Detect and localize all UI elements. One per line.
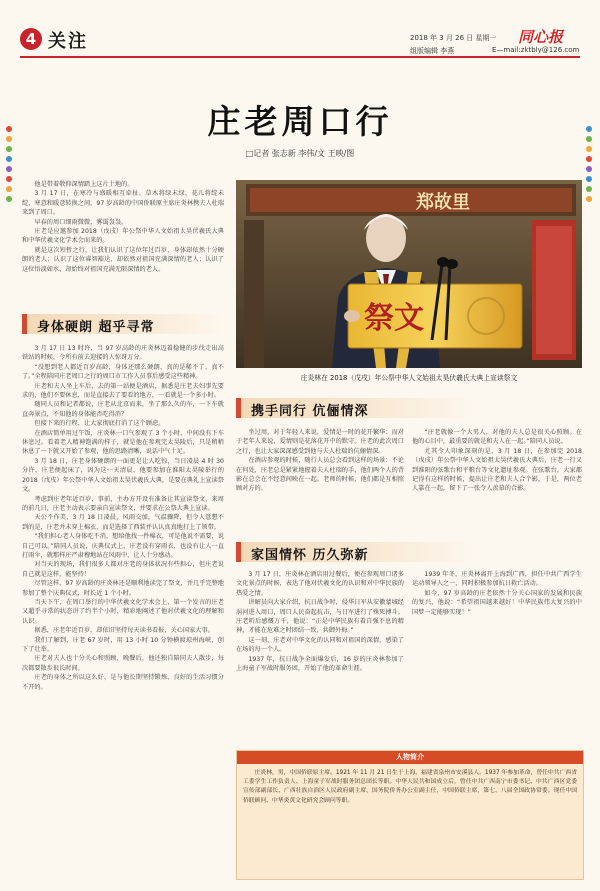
body-paragraph: 庄老的身体之所以这么好，是与他长期坚持锻炼、良好的生活习惯分不开的。 — [22, 674, 224, 691]
section-number-badge: 4 — [20, 28, 42, 50]
body-paragraph: 当天下午，在周口举行的中华伏羲文化学术会上，第一个发言的庄老又超乎寻常的状态讲了约半个小时，精彩地阐述了他对伏羲文化的理解和认识。 — [22, 598, 224, 625]
photo-scroll-text: 祭文 — [364, 301, 424, 336]
photo-illustration — [236, 180, 582, 368]
section-title-1: 身体硬朗 超乎寻常 — [37, 320, 155, 335]
body-paragraph: 但接下来的行程，让大家彻底打消了这个顾虑。 — [34, 420, 165, 428]
body-paragraph: 我们了解到，庄老 67 岁时，用 13 小时 10 分钟横渡琼州海峡，创下了壮举。 — [22, 636, 224, 653]
body-paragraph: 考虑到庄老年近百岁，事前，主办方开设有准备让其宣读祭文，来周的前几日，庄老主动表示要亲自宣读祭文，并要求在公祭大典上宣读。 — [22, 495, 224, 512]
body-paragraph: 3 月 17 日，庄炎林在酒店用过餐后，便在参观周口诸多文化景点的时候，表达了他对伏羲文化的认识和对中华民族的热爱之情。 — [236, 571, 404, 597]
intro-paragraph: 3 月 17 日，在寒冷与盛暖相互牵扯、草木将绿未绿、花儿将绽未绽、寒意和暖意转换之间，97 岁高龄的中国侨联原主席庄炎林携夫人杜瑞来到了周口。 — [22, 190, 224, 217]
body-paragraph: 1937 年，抗日战争全面爆发后，16 岁的庄炎林参加了上海童子军战时服务团，开始了他的革命生涯。 — [236, 655, 404, 673]
section-banner-2 — [236, 398, 481, 418]
profile-box-title: 人物简介 — [237, 751, 583, 764]
intro-paragraph: 就是这次短暂之行，让我们认识了这位年过百岁、身体却依然十分硬朗的老人；认识了这位睿智豁达、却依然对祖国充满深情的老人；认识了这位悟淡如水、却始终对祖国充满无限深情的老人。 — [22, 246, 224, 273]
editor-email: E—mail:zktbly@126.com — [492, 46, 580, 54]
body-paragraph: 如今，97 岁高龄的庄老依然十分关心国家的发展和民族的复兴，他说：“希望祖国越来越好！中华民族伟大复兴的中国梦一定能够实现！” — [412, 589, 582, 616]
section1-text-column — [22, 344, 224, 876]
article-headline: 庄老周口行 — [207, 102, 393, 141]
body-paragraph: “庄老就像一个大男人，对他的夫人总是很关心照顾。在他的心目中，最重要的就是和夫人在一起。”陪同人员说。 — [412, 429, 582, 446]
issue-date: 2018 年 3 月 26 日 星期一 — [410, 34, 497, 42]
body-paragraph: 在酒店简单用过午饭，庄炎林一口气参观了 3 个小时，中间没有下车休息过。看着老人精神饱满的样子，就是他在参观完太昊陵后，只是稍稍休息了一下就又开始了参观，他的思路清晰，说话中气十足。 — [22, 429, 224, 456]
body-paragraph: 庄老对夫人也十分关心和照顾，晚餐后，他还独自陪同夫人散步，每次都要散步很长时间。 — [22, 655, 224, 672]
intro-paragraph: 早春的周口细雨微微，雾霭袅袅。 — [34, 218, 128, 226]
section-name: 关注 — [48, 31, 88, 52]
section-title-2: 携手同行 伉俪情深 — [251, 404, 369, 419]
newspaper-logo: 同心报 — [518, 28, 564, 46]
layout-editor: 组版编辑 李燕 — [410, 47, 455, 55]
intro-paragraph: 他是带着敬仰深情踏上这片土地的。 — [34, 181, 134, 188]
body-paragraph: 尤其令人印象深刻的是，3 月 18 日，在参加完 2018（戊戌）年公祭中华人文始祖太昊伏羲氏大典后，庄老一行又到淮阳的弦歌台和平粮台等文化遗址参观。在弦歌台，大家都记得有这样的时候，提出让庄老和夫人合个影，于是，两位老人靠在一起，留下了一张令人羡慕的合影。 — [412, 447, 582, 493]
header-divider — [20, 56, 580, 58]
body-paragraph: 3 月 18 日，庄老身体硬朗的一面更是让人吃惊，当日凌晨 4 时 30 分许，庄老便起床了，因为这一天清晨，他要参加在淮阳太昊陵举行的 2018（戊戌）年公祭中华人文始祖太昊伏羲氏大典，是要在典礼上宣读祭文。 — [22, 457, 224, 494]
article-photo — [236, 180, 582, 368]
body-paragraph: “没想到老人都近百岁高龄，身体还那么硬朗、真的是稀不了、真不了。”全程陪同庄老周口之行的周口市工作人员事后感受这些精神。 — [22, 363, 224, 381]
body-paragraph: 庄老和夫人坐上车后，去的第一站便是酒店，据悉是庄老夫妇事先要求的，他们不要休息，而是直接去了要看的地方，一看就是一个多小时。 — [22, 382, 224, 400]
section3-text-column-right — [412, 570, 582, 742]
section-banner-1 — [22, 314, 227, 334]
profile-box — [236, 750, 584, 880]
section2-text-column-right — [412, 428, 582, 540]
profile-box-text: 庄炎林，男，中国侨联原主席。1921 年 11 月 21 日生于上海，福建省泉州市安溪县人。1937 年参加革命，曾任中共广西省工委学生工作负责人、上海童子军战时服务团总团长等职。中华人民共和国成立后，曾任中共广西南宁市委书记、中共广西区党委宣传部副部长、广西壮族自治区人民政府副主席，国务院侨务办公室副主任，中国侨联主席，第七、八届全国政协常委。现任中国侨联顾问、中华炎黄文化研究会顾问等职。 — [243, 770, 577, 804]
body-paragraph: “我们担心老人身体吃不消，想给他找一件棉衣，可是他说不需要，说自己可以。”陪同人员说，庆典仪式上，庄老没有穿雨衣，也没有让人一直打雨伞，就那样庄严肃穆地站在风雨中，让人十分感动。 — [22, 533, 224, 559]
page-header — [0, 0, 600, 70]
section-title-3: 家国情怀 历久弥新 — [251, 548, 369, 563]
section-banner-3 — [236, 542, 481, 562]
body-paragraph: 在酒店参观的时候，随行人员总会看到这样的场景：不论在何处，庄老总是紧紧地握着夫人杜瑞的手，他们两个人的背影在总会在不经意间映在一起。老师的时候，他们都是互相照顾对方的。 — [236, 457, 404, 493]
intro-text-column — [22, 180, 224, 306]
body-paragraph: 据悉，庄老年近百岁，却依旧坚持每天读书看报，关心国家大事。 — [34, 627, 214, 635]
section2-text-column-left — [236, 428, 404, 540]
body-paragraph: 尽管这样，97 岁高龄的庄炎林还是顺利地读完了祭文，并几乎完整地参加了整个庆典仪式，时长近 1 个小时。 — [22, 580, 224, 597]
article-byline: □记者 张志新 李伟/文 王映/图 — [245, 149, 355, 158]
photo-sign-text: 郑故里 — [416, 192, 470, 213]
body-paragraph: 对当天的现场，我们很多人都对庄老的身体状况有些担心，但庄老说自己就是这样，能坚持！ — [22, 561, 224, 578]
body-paragraph: 1939 年冬，庄炎林离开上海到广西，担任中共广西学生运动领导人之一，同时积极参加抗日救亡活动。 — [412, 571, 582, 588]
body-paragraph: 这一刻，庄老对中华文化的认同和对祖国的深情，感染了在场的每一个人。 — [236, 636, 404, 654]
body-paragraph: 随同人员和记者都说，庄老从北京而来，坐了那么久的车，一下车就直奔景点，不知他的身体能否吃得消？ — [22, 401, 224, 418]
body-paragraph: 坐过周，对于年轻人来说，爱情是一时的花开繁华；而对于老年人来说，爱情则是花落花开中的默守。庄老的此次周口之行，也让大家深深感受到他与夫人杜瑞的伉俪情深。 — [236, 429, 404, 455]
intro-paragraph: 庄老是应邀参加 2018（戊戌）年公祭中华人文始祖太昊伏羲氏大典和中华伏羲文化学术会而来的。 — [22, 228, 224, 245]
section3-text-column-left — [236, 570, 404, 742]
body-paragraph: 天公不作美，3 月 18 日凌晨，风雨交加，气温骤降，但令人意想不到的是，庄老并未穿上棉衣，而是选择了西装并认认真真地打上了领带。 — [22, 514, 224, 531]
body-paragraph: 讲解员向大家介绍，抗日战争时，侵华日军从安徽蒙城经涡河进入周口，周口人民奋起抗击，与日军进行了殊死搏斗。庄老听后感慨万千，他说：“正是中华民族有着自强不息的精神，才能在危难之时团结一致，共御外侮。” — [236, 599, 404, 635]
photo-caption: 庄炎林在 2018（戊戌）年公祭中华人文始祖太昊伏羲氏大典上宣读祭文 — [300, 374, 518, 382]
body-paragraph: 3 月 17 日 13 时许，当 97 岁高龄的庄炎林迈着稳健的步伐走出高铁站的时候，令所有前去迎接的人惊讶万分。 — [22, 345, 224, 362]
